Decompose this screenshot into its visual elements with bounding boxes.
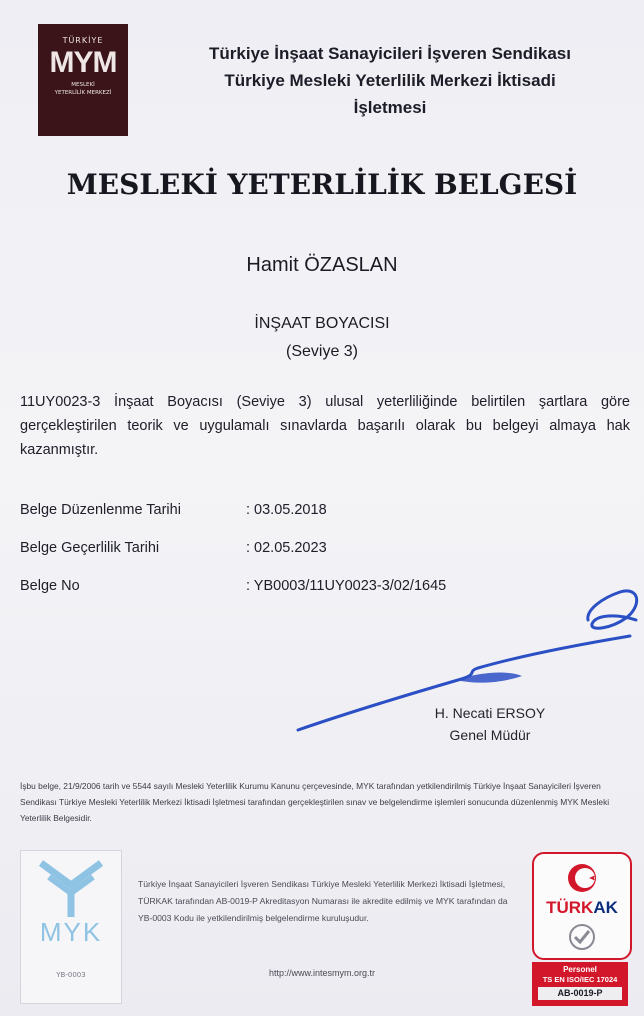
- occupation-name: İNŞAAT BOYACISI: [254, 315, 390, 332]
- organization-line-2: Türkiye Mesleki Yeterlilik Merkezi İktisadi: [224, 71, 556, 90]
- turkak-logo: [532, 852, 632, 960]
- myk-logo: [20, 850, 122, 1004]
- qualification-statement: 11UY0023-3 İnşaat Boyacısı (Seviye 3) ulusal yeterliliğinde belirtilen şartlara göre gerçekleştirilen teorik ve uygulamalı sınavlarda başarılı olarak bu belgeyi almaya hak kazanmıştır.: [20, 394, 630, 458]
- website-link[interactable]: http://www.intesmym.org.tr: [268, 968, 376, 978]
- occupation: [0, 310, 644, 366]
- turkak-word-turk: TÜRK: [546, 898, 594, 917]
- accreditation-line-2: TS EN ISO/IEC 17024: [542, 975, 618, 984]
- myk-emblem-icon: [21, 855, 121, 921]
- organization-line-1: Türkiye İnşaat Sanayicileri İşveren Sendikası: [209, 44, 571, 63]
- detail-label: Belge Düzenlenme Tarihi: [20, 502, 181, 518]
- certificate-title: MESLEKİ YETERLİLİK BELGESİ: [66, 168, 578, 201]
- holder-name: Hamit ÖZASLAN: [246, 254, 398, 276]
- occupation-level: (Seviye 3): [285, 343, 359, 360]
- myk-code: YB-0003: [56, 971, 86, 979]
- accreditation-line-1: Personel: [563, 965, 597, 974]
- signer-name: H. Necati ERSOY: [434, 705, 546, 721]
- signer-block: [405, 702, 575, 746]
- detail-value: : 02.05.2023: [246, 540, 327, 556]
- legal-notice: İşbu belge, 21/9/2006 tarih ve 5544 sayılı Mesleki Yeterlilik Kurumu Kanunu çerçevesinde, MYK tarafından yetkilendirilmiş Türkiye İnşaat Sanayicileri İşveren Sendikası Türkiye Mesleki Yeterlilik Merkezi İktisadi İşletmesi tarafından gerçekleştirilen sınav ve belgelendirme işlemleri sonucunda düzenlenmiş MYK Mesleki Yeterlilik Belgesidir.: [20, 781, 610, 823]
- tiemym-logo: [38, 24, 128, 136]
- turkak-word-ak: AK: [593, 898, 618, 917]
- checkmark-shield-icon: [534, 920, 630, 954]
- crescent-star-icon: [534, 856, 630, 900]
- accreditation-note: Türkiye İnşaat Sanayicileri İşveren Sendikası Türkiye Mesleki Yeterlilik Merkezi İktisadi İşletmesi, TÜRKAK tarafından AB-0019-P Akreditasyon Numarası ile akredite edilmiş ve MYK tarafından da YB-0003 Kodu ile yetkilendirilmiş belgelendirme kuruluşudur.: [138, 879, 508, 923]
- detail-value: : YB0003/11UY0023-3/02/1645: [246, 578, 447, 594]
- accreditation-badge: [532, 962, 628, 1006]
- myk-text: MYK: [39, 917, 103, 947]
- signer-position: Genel Müdür: [449, 727, 531, 743]
- logo-sub-text-2: YETERLİLİK MERKEZİ: [54, 90, 112, 96]
- turkak-wordmark: [534, 898, 630, 918]
- detail-value: : 03.05.2018: [246, 502, 327, 518]
- organization-name: [170, 40, 610, 121]
- logo-top-text: TÜRKİYE: [62, 36, 104, 45]
- detail-label: Belge No: [20, 578, 80, 594]
- organization-line-3: İşletmesi: [353, 98, 427, 117]
- logo-mark: MYM: [49, 46, 117, 79]
- logo-sub-text-1: MESLEKİ: [71, 82, 95, 88]
- accreditation-code: AB-0019-P: [538, 987, 622, 1000]
- detail-label: Belge Geçerlilik Tarihi: [20, 540, 160, 556]
